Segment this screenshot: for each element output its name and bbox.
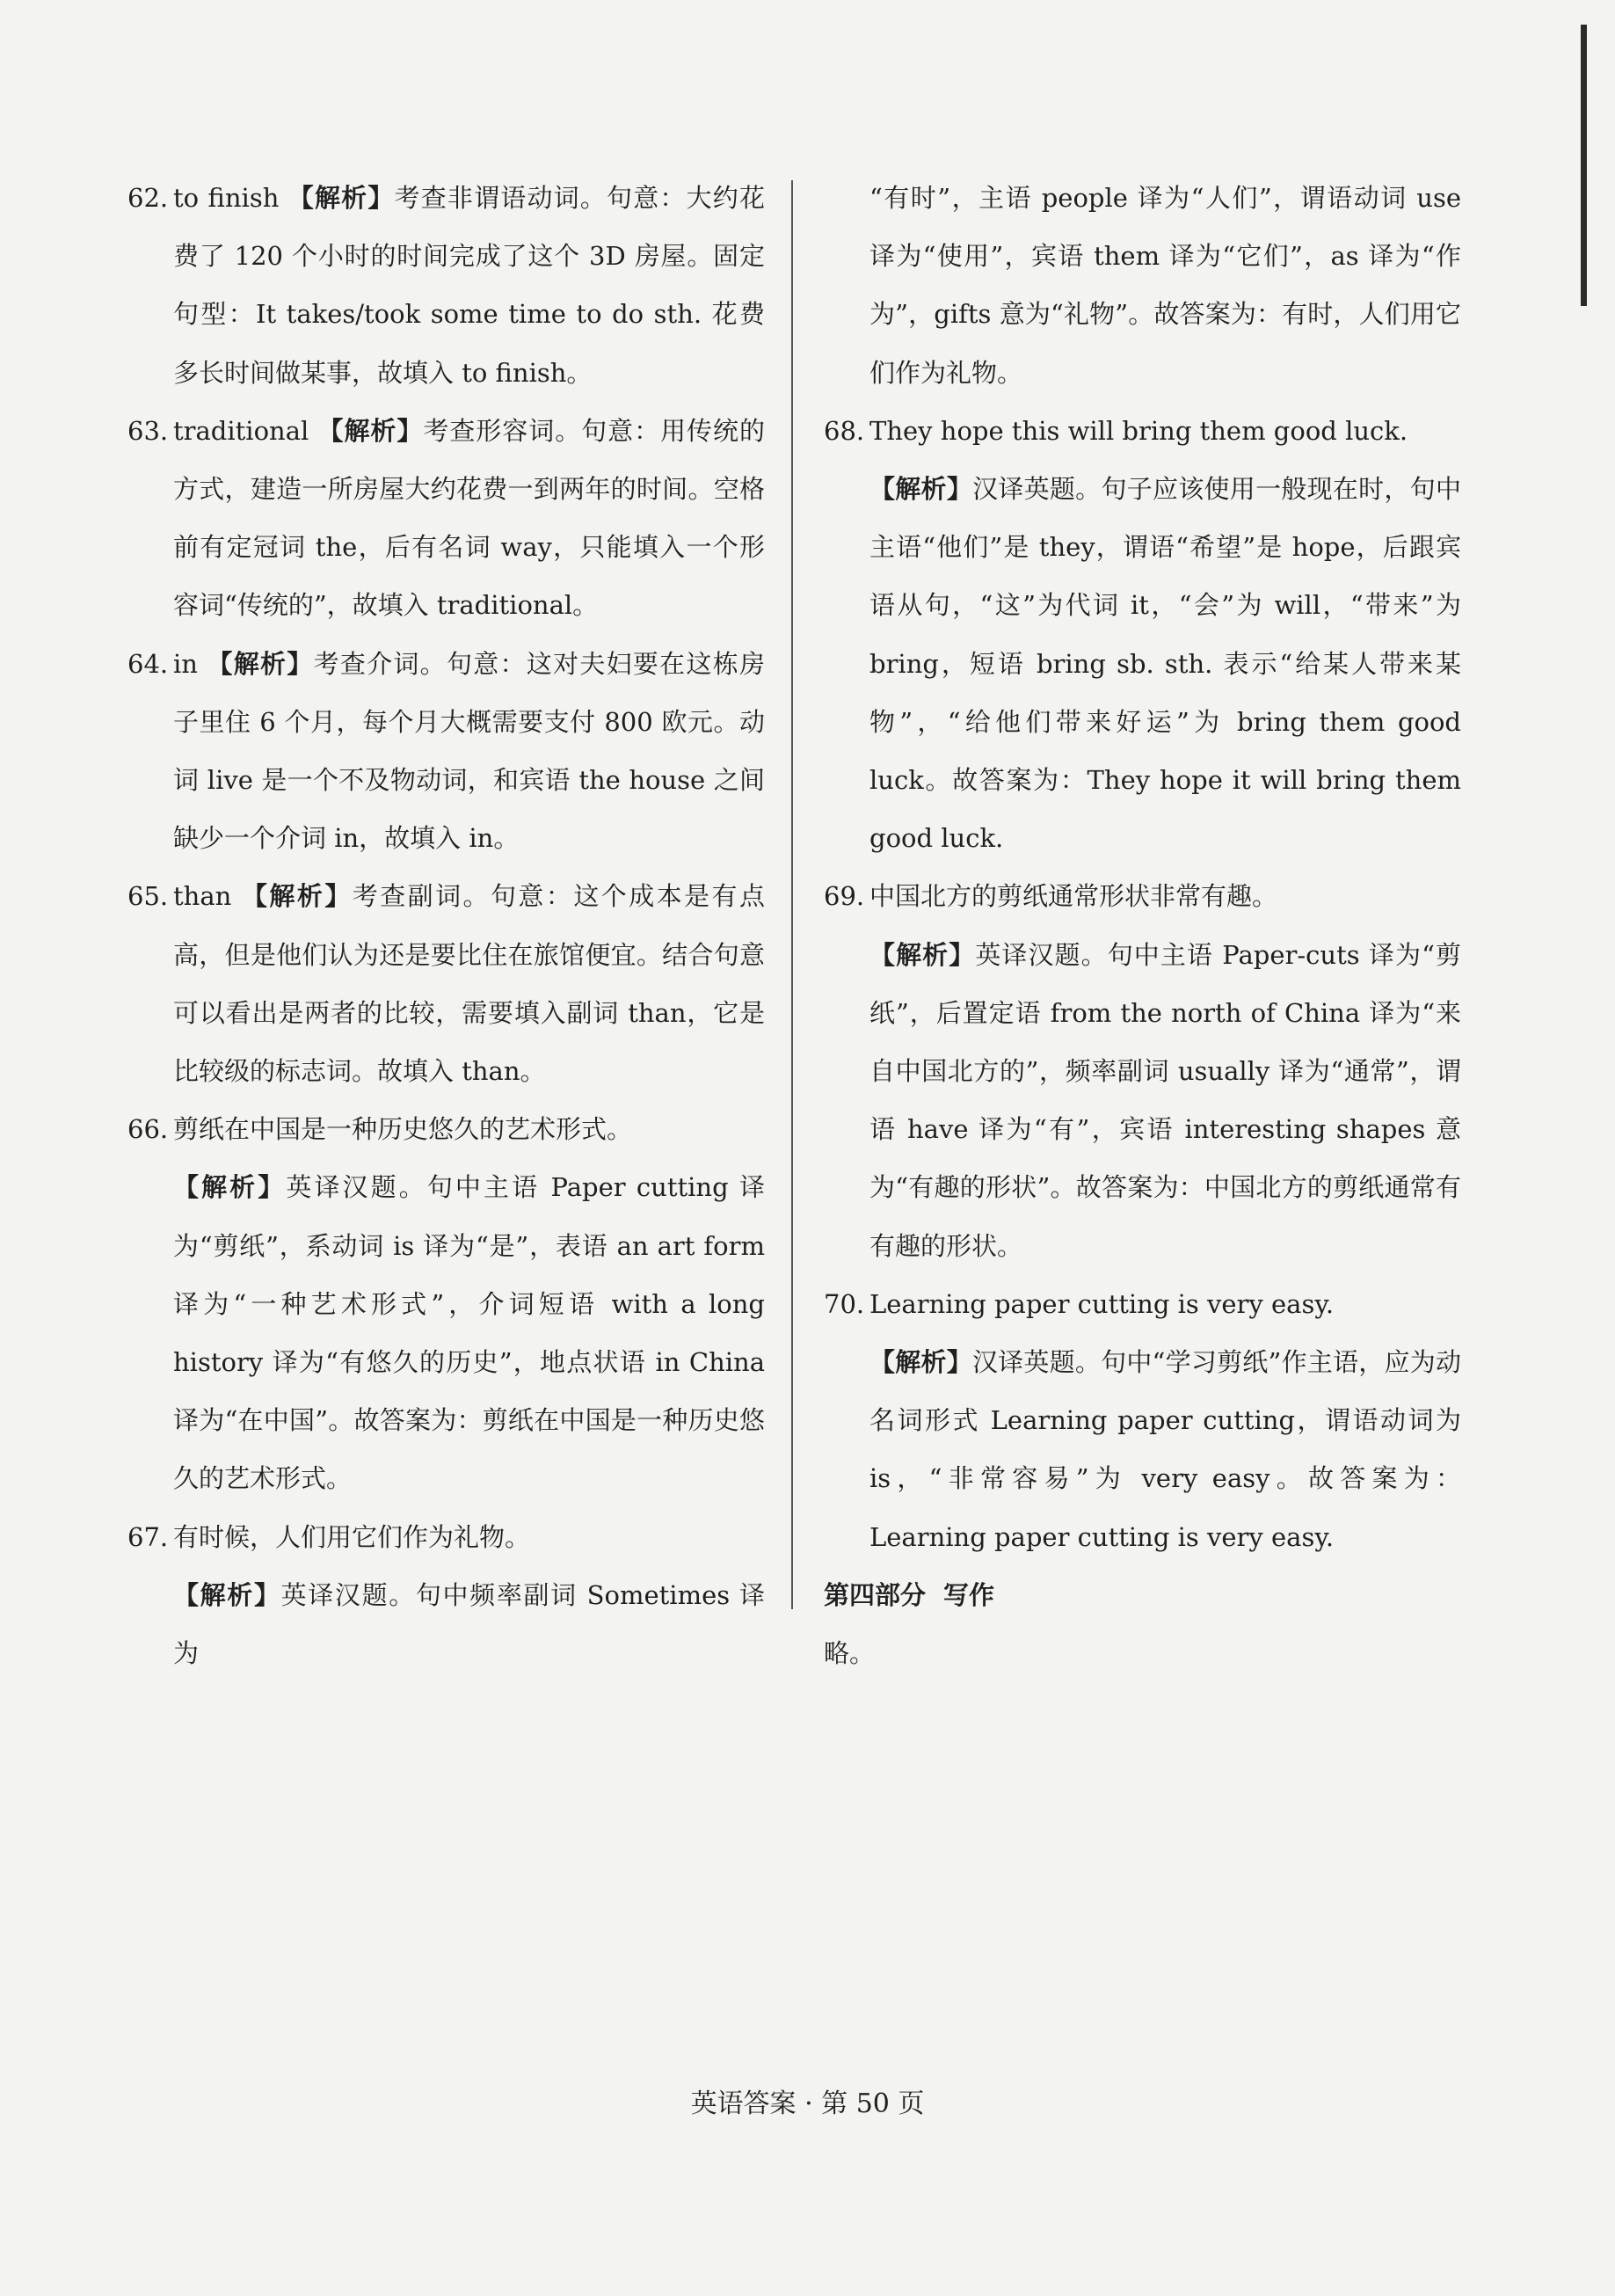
analysis-text: 英译汉题。句中主语 Paper cutting 译为“剪纸”，系动词 is 译为“是”，表语 an art form 译为“一种艺术形式”，介词短语 with a long history 译为“有悠久的历史”，地点状语 in China 译为“在中国”。故答案为：剪纸在中国是一种历史悠久的艺术形式。 [173,1172,765,1494]
answer-item-68 [824,402,1461,460]
analysis-tag: 【解析】 [207,648,314,679]
analysis-block-68 [824,460,1461,867]
column-divider [791,180,793,1609]
answer-text: in [173,648,198,679]
analysis-continuation-67: “有时”，主语 people 译为“人们”，谓语动词 use 译为“使用”，宾语 them 译为“它们”，as 译为“作为”，gifts 意为“礼物”。故答案为：有时，人们用它们作为礼物。 [869,183,1461,388]
scan-edge-mark [1581,25,1587,306]
analysis-text: 考查副词。句意：这个成本是有点高，但是他们认为还是要比住在旅馆便宜。结合句意可以看出是两者的比较，需要填入副词 than，它是比较级的标志词。故填入 than。 [173,881,765,1087]
answer-item-69 [824,867,1461,925]
item-number: 63. [127,415,169,446]
answer-text: 中国北方的剪纸通常形状非常有趣。 [869,881,1278,912]
page-footer: 英语答案 · 第 50 页 [690,2088,925,2119]
answer-item-70 [824,1275,1461,1333]
answer-text: to finish [173,183,280,213]
left-column [127,169,765,1682]
item-number: 65. [127,881,169,912]
item-number: 66. [127,1114,169,1145]
analysis-tag: 【解析】 [869,939,976,970]
right-column [824,169,1461,1682]
analysis-tag: 【解析】 [173,1579,281,1610]
analysis-text: 汉译英题。句子应该使用一般现在时，句中主语“他们”是 they，谓语“希望”是 hope，后跟宾语从句，“这”为代词 it，“会”为 will，“带来”为 bring，短语 bring sb. sth. 表示“给某人带来某物”，“给他们带来好运”为 bring them good luck。故答案为：They hope it will bring them good luck. [869,474,1461,854]
analysis-tag: 【解析】 [241,881,353,912]
answer-text: 剪纸在中国是一种历史悠久的艺术形式。 [173,1114,633,1145]
analysis-text: 英译汉题。句中频率副词 Sometimes 译为 [173,1579,765,1669]
analysis-tag: 【解析】 [317,415,424,446]
analysis-block-69 [824,926,1461,1275]
section-heading [824,1566,1461,1624]
section-content: 略。 [824,1638,876,1669]
answer-text: Learning paper cutting is very easy. [869,1288,1335,1319]
answer-text: traditional [173,415,309,446]
analysis-block-67 [127,1566,765,1682]
analysis-text: 考查形容词。句意：用传统的方式，建造一所房屋大约花费一到两年的时间。空格前有定冠词 the，后有名词 way，只能填入一个形容词“传统的”，故填入 traditional。 [173,415,765,621]
analysis-tag: 【解析】 [173,1172,287,1203]
section-part: 第四部分 [824,1579,927,1610]
item-number: 69. [824,881,865,912]
analysis-text: 考查介词。句意：这对夫妇要在这栋房子里住 6 个月，每个月大概需要支付 800 欧元。动词 live 是一个不及物动词，和宾语 the house 之间缺少一个介词 in，故填入 in。 [173,648,765,854]
item-number: 67. [127,1521,169,1552]
analysis-tag: 【解析】 [287,183,395,213]
section-title: 写作 [943,1579,995,1610]
answer-text: than [173,881,232,912]
answer-item-64 [127,635,765,868]
analysis-block-66 [127,1158,765,1507]
answer-text: They hope this will bring them good luck. [869,415,1408,446]
answer-text: 有时候，人们用它们作为礼物。 [173,1521,531,1552]
analysis-text: 英译汉题。句中主语 Paper-cuts 译为“剪纸”，后置定语 from the north of China 译为“来自中国北方的”，频率副词 usually 译为“通常”，谓语 have 译为“有”，宾语 interesting shapes 意为“有趣的形状”。故答案为：中国北方的剪纸通常有有趣的形状。 [869,939,1461,1261]
item-number: 68. [824,415,865,446]
answer-item-62 [127,169,765,402]
analysis-tag: 【解析】 [869,474,973,505]
answer-item-67 [127,1508,765,1566]
item-number: 64. [127,648,169,679]
answer-item-63 [127,402,765,635]
answer-item-66 [127,1100,765,1158]
answer-item-65 [127,867,765,1100]
item-number: 62. [127,183,169,213]
analysis-tag: 【解析】 [869,1347,972,1378]
analysis-text: 汉译英题。句中“学习剪纸”作主语，应为动名词形式 Learning paper cutting，谓语动词为 is，“非常容易”为 very easy。故答案为：Learning paper cutting is very easy. [869,1347,1461,1552]
analysis-text: 考查非谓语动词。句意：大约花费了 120 个小时的时间完成了这个 3D 房屋。固定句型：It takes/took some time to do sth. 花费多长时间做某事，故填入 to finish。 [173,183,765,388]
analysis-block-70 [824,1333,1461,1566]
item-number: 70. [824,1288,865,1319]
